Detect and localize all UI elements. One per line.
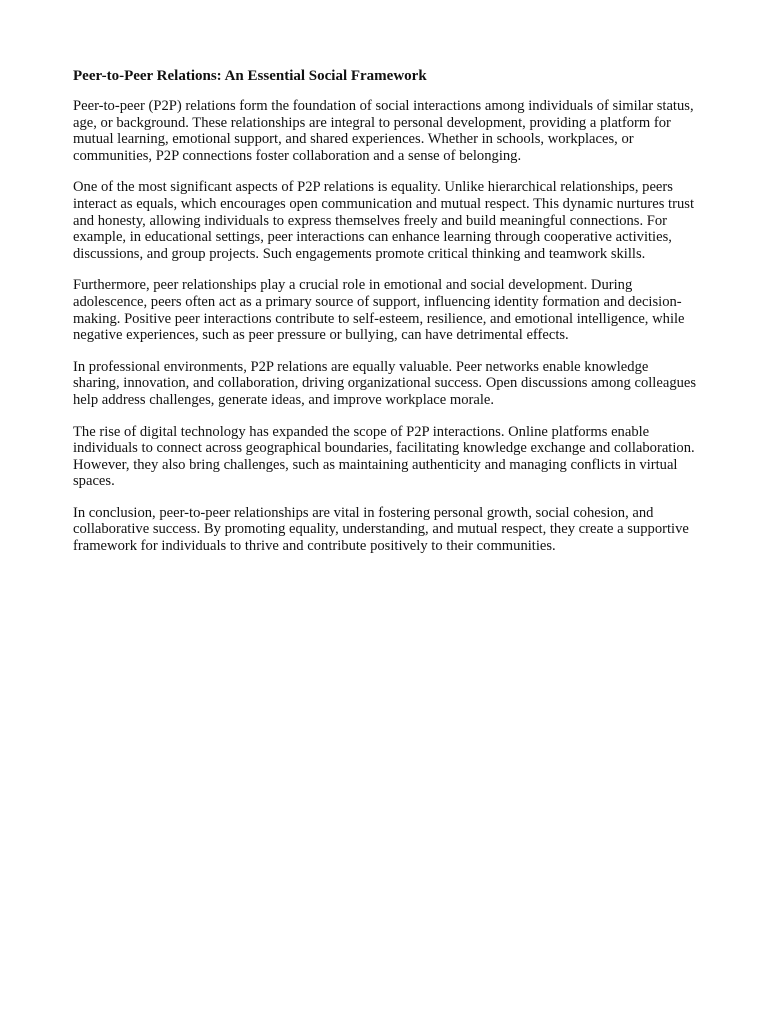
document-page xyxy=(73,67,698,570)
paragraph-introduction: Peer-to-peer (P2P) relations form the foundation of social interactions among individuals of similar status, age, or background. These relationships are integral to personal development, providing a platform for mutual learning, emotional support, and shared experiences. Whether in schools, workplaces, or communities, P2P connections foster collaboration and a sense of belonging. xyxy=(73,98,694,164)
paragraph-equality: One of the most significant aspects of P2P relations is equality. Unlike hierarchical relationships, peers interact as equals, which encourages open communication and mutual respect. This dynamic nurtures trust and honesty, allowing individuals to express themselves freely and build meaningful connections. For example, in educational settings, peer interactions can enhance learning through cooperative activities, discussions, and group projects. Such engagements promote critical thinking and teamwork skills. xyxy=(73,179,694,262)
paragraph-conclusion: In conclusion, peer-to-peer relationships are vital in fostering personal growth, social cohesion, and collaborative success. By promoting equality, understanding, and mutual respect, they create a supportive framework for individuals to thrive and contribute positively to their communities. xyxy=(73,504,689,555)
document-title: Peer-to-Peer Relations: An Essential Social Framework xyxy=(73,68,427,84)
paragraph-emotional-development: Furthermore, peer relationships play a crucial role in emotional and social development. During adolescence, peers often act as a primary source of support, influencing identity formation and decision-making. Positive peer interactions contribute to self-esteem, resilience, and emotional intelligence, while negative experiences, such as peer pressure or bullying, can have detrimental effects. xyxy=(73,277,685,344)
paragraph-digital: The rise of digital technology has expanded the scope of P2P interactions. Online platforms enable individuals to connect across geographical boundaries, facilitating knowledge exchange and collaboration. However, they also bring challenges, such as maintaining authenticity and managing conflicts in virtual spaces. xyxy=(73,423,695,490)
paragraph-professional: In professional environments, P2P relations are equally valuable. Peer networks enable knowledge sharing, innovation, and collaboration, driving organizational success. Open discussions among colleagues help address challenges, generate ideas, and improve workplace morale. xyxy=(73,358,697,408)
